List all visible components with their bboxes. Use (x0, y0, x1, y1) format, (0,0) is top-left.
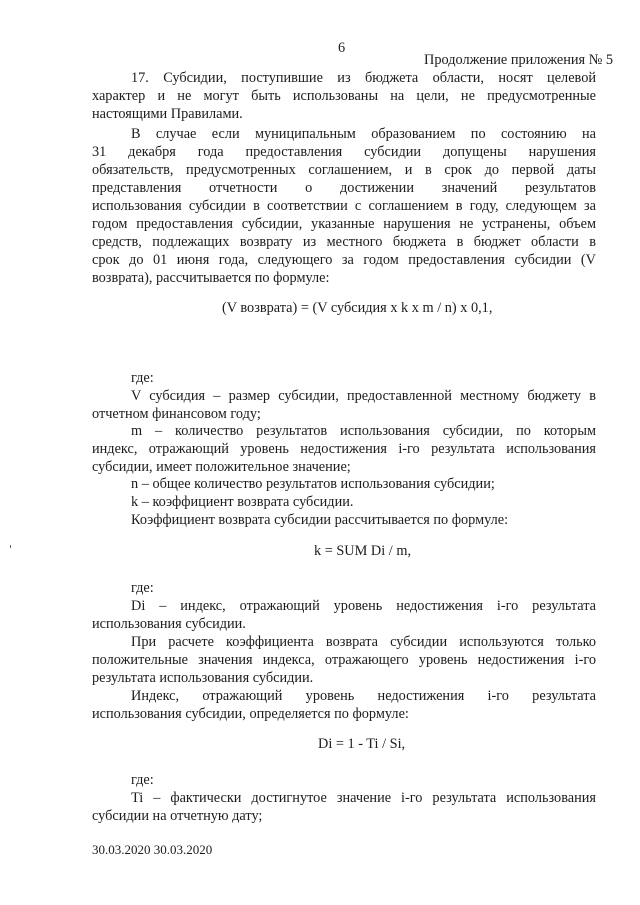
definition-k: k – коэффициент возврата субсидии. (131, 494, 354, 510)
definition-m-line-3: субсидии, имеет положительное значение; (92, 459, 351, 475)
where-label-1: где: (131, 370, 154, 386)
paragraph-17-line-2: характер и не могут быть использованы на цели, не предусмотренные (92, 88, 596, 104)
paragraph-17-line-1: 17. Субсидии, поступившие из бюджета области, носят целевой (131, 70, 596, 86)
formula-v-return: (V возврата) = (V субсидия x k x m / n) x 0,1, (222, 300, 493, 316)
definition-v-line-1: V субсидия – размер субсидии, предоставленной местному бюджету в (131, 388, 596, 404)
paragraph-calc-line-3: результата использования субсидии. (92, 670, 314, 686)
paragraph-case-line-2: 31 декабря года предоставления субсидии допущены нарушения (92, 144, 596, 160)
definition-di-line-2: использования субсидии. (92, 616, 246, 632)
paragraph-case-line-9: возврата), рассчитывается по формуле: (92, 270, 330, 286)
where-label-2: где: (131, 580, 154, 596)
paragraph-case-line-7: средств, подлежащих возврату из местного бюджета в бюджет области в (92, 234, 596, 250)
paragraph-17-line-3: настоящими Правилами. (92, 106, 243, 122)
page-number: 6 (338, 40, 346, 56)
definition-ti-line-2: субсидии на отчетную дату; (92, 808, 263, 824)
appendix-header: Продолжение приложения № 5 (424, 52, 614, 68)
paragraph-case-line-6: годом предоставления субсидии, указанные нарушения не устранены, объем (92, 216, 596, 232)
paragraph-case-line-8: срок до 01 июня года, следующего за годом предоставления субсидии (V (92, 252, 596, 268)
paragraph-index-line-1: Индекс, отражающий уровень недостижения i-го результата (131, 688, 596, 704)
footer-date-stamp: 30.03.2020 30.03.2020 (92, 842, 213, 857)
formula-k: k = SUM Di / m, (314, 543, 412, 559)
k-formula-intro: Коэффициент возврата субсидии рассчитывается по формуле: (131, 512, 509, 528)
definition-di-line-1: Di – индекс, отражающий уровень недостижения i-го результата (131, 598, 596, 614)
definition-m-line-1: m – количество результатов использования субсидии, по которым (131, 423, 596, 439)
paragraph-case-line-4: представления отчетности о достижении значений результатов (92, 180, 596, 196)
paragraph-case-line-1: В случае если муниципальным образованием по состоянию на (131, 126, 596, 142)
paragraph-case-line-5: использования субсидии в соответствии с соглашением в году, следующем за (92, 198, 596, 214)
definition-v-line-2: отчетном финансовом году; (92, 406, 261, 422)
definition-ti-line-1: Ti – фактически достигнутое значение i-го результата использования (131, 790, 596, 806)
paragraph-case-line-3: обязательств, предусмотренных соглашением, и в срок до первой даты (92, 162, 596, 178)
definition-n: n – общее количество результатов использования субсидии; (131, 476, 495, 492)
formula-di: Di = 1 - Ti / Si, (318, 736, 406, 752)
margin-mark (10, 545, 11, 548)
paragraph-calc-line-1: При расчете коэффициента возврата субсидии используются только (131, 634, 596, 650)
paragraph-index-line-2: использования субсидии, определяется по формуле: (92, 706, 409, 722)
where-label-3: где: (131, 772, 154, 788)
paragraph-calc-line-2: положительные значения индекса, отражающего уровень недостижения i-го (92, 652, 596, 668)
definition-m-line-2: индекс, отражающий уровень недостижения i-го результата использования (92, 441, 596, 457)
